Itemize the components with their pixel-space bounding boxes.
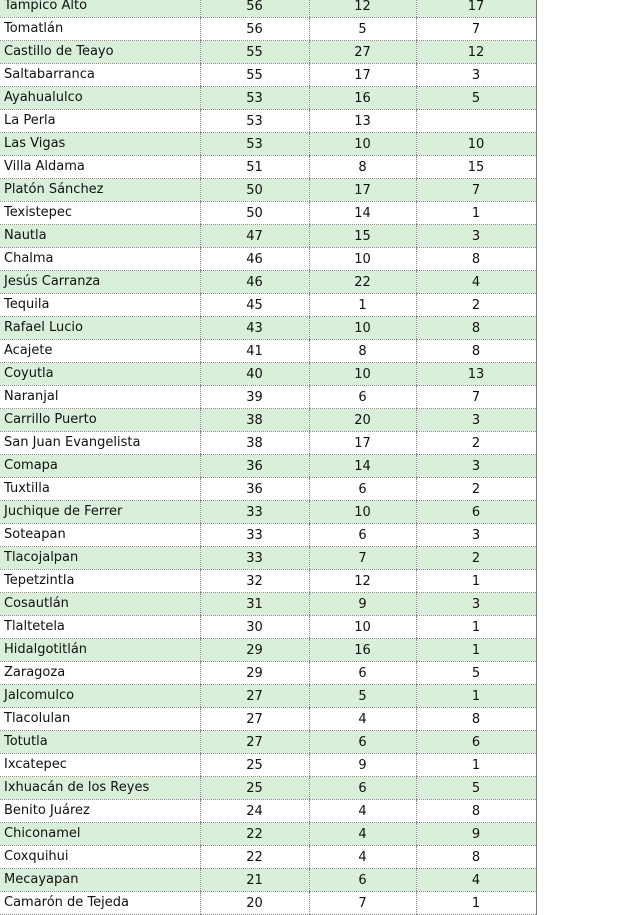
municipality-name-cell: Carrillo Puerto <box>0 409 200 432</box>
value-a-cell: 50 <box>200 202 309 225</box>
value-c-cell: 3 <box>416 225 536 248</box>
table-row <box>0 708 536 731</box>
value-a-cell: 51 <box>200 156 309 179</box>
table-row <box>0 639 536 662</box>
value-c-cell: 2 <box>416 478 536 501</box>
value-b-cell: 9 <box>309 754 416 777</box>
value-a-cell: 27 <box>200 708 309 731</box>
value-b-cell: 4 <box>309 846 416 869</box>
value-a-cell: 21 <box>200 869 309 892</box>
table-row <box>0 662 536 685</box>
value-c-cell: 8 <box>416 846 536 869</box>
table-row <box>0 41 536 64</box>
municipality-name-cell: La Perla <box>0 110 200 133</box>
value-c-cell: 12 <box>416 41 536 64</box>
table-row <box>0 386 536 409</box>
value-b-cell: 14 <box>309 202 416 225</box>
value-a-cell: 40 <box>200 363 309 386</box>
value-b-cell: 15 <box>309 225 416 248</box>
table-row <box>0 179 536 202</box>
value-c-cell: 5 <box>416 662 536 685</box>
value-b-cell: 7 <box>309 547 416 570</box>
value-b-cell: 14 <box>309 455 416 478</box>
value-b-cell: 6 <box>309 869 416 892</box>
value-a-cell: 36 <box>200 478 309 501</box>
value-a-cell: 53 <box>200 87 309 110</box>
value-b-cell: 5 <box>309 685 416 708</box>
value-c-cell: 6 <box>416 731 536 754</box>
value-b-cell: 6 <box>309 478 416 501</box>
value-a-cell: 22 <box>200 823 309 846</box>
value-a-cell: 32 <box>200 570 309 593</box>
municipality-name-cell: Tampico Alto <box>0 0 200 18</box>
municipality-name-cell: Castillo de Teayo <box>0 41 200 64</box>
value-a-cell: 39 <box>200 386 309 409</box>
value-c-cell: 10 <box>416 133 536 156</box>
value-a-cell: 27 <box>200 685 309 708</box>
value-a-cell: 22 <box>200 846 309 869</box>
value-b-cell: 1 <box>309 294 416 317</box>
municipality-name-cell: Coxquihui <box>0 846 200 869</box>
value-a-cell: 46 <box>200 248 309 271</box>
municipality-name-cell: Soteapan <box>0 524 200 547</box>
value-c-cell: 2 <box>416 294 536 317</box>
value-b-cell: 10 <box>309 501 416 524</box>
value-c-cell: 7 <box>416 18 536 41</box>
table-row <box>0 248 536 271</box>
table-row <box>0 478 536 501</box>
municipality-name-cell: Cosautlán <box>0 593 200 616</box>
municipality-name-cell: Ayahualulco <box>0 87 200 110</box>
value-a-cell: 25 <box>200 777 309 800</box>
value-c-cell: 5 <box>416 87 536 110</box>
municipality-name-cell: Tequila <box>0 294 200 317</box>
municipality-name-cell: Tlaltetela <box>0 616 200 639</box>
value-a-cell: 55 <box>200 64 309 87</box>
value-b-cell: 17 <box>309 64 416 87</box>
table-row <box>0 823 536 846</box>
value-a-cell: 56 <box>200 18 309 41</box>
value-b-cell: 6 <box>309 731 416 754</box>
table-row <box>0 0 536 18</box>
value-b-cell: 4 <box>309 708 416 731</box>
value-b-cell: 4 <box>309 800 416 823</box>
municipality-name-cell: Platón Sánchez <box>0 179 200 202</box>
table-row <box>0 685 536 708</box>
table-row <box>0 294 536 317</box>
value-a-cell: 53 <box>200 133 309 156</box>
value-b-cell: 10 <box>309 363 416 386</box>
value-c-cell: 1 <box>416 616 536 639</box>
municipality-name-cell: Coyutla <box>0 363 200 386</box>
value-b-cell: 10 <box>309 248 416 271</box>
value-c-cell: 1 <box>416 202 536 225</box>
value-a-cell: 50 <box>200 179 309 202</box>
value-c-cell: 13 <box>416 363 536 386</box>
table-row <box>0 156 536 179</box>
table-row <box>0 892 536 915</box>
value-c-cell: 1 <box>416 570 536 593</box>
value-b-cell: 6 <box>309 386 416 409</box>
table-row <box>0 754 536 777</box>
value-c-cell: 1 <box>416 685 536 708</box>
value-a-cell: 20 <box>200 892 309 915</box>
municipality-name-cell: Villa Aldama <box>0 156 200 179</box>
value-c-cell: 8 <box>416 708 536 731</box>
table-row <box>0 616 536 639</box>
value-a-cell: 30 <box>200 616 309 639</box>
table-row <box>0 547 536 570</box>
municipality-name-cell: Totutla <box>0 731 200 754</box>
municipality-name-cell: Naranjal <box>0 386 200 409</box>
value-b-cell: 10 <box>309 616 416 639</box>
municipality-name-cell: Hidalgotitlán <box>0 639 200 662</box>
value-c-cell: 8 <box>416 317 536 340</box>
municipality-name-cell: Tlacolulan <box>0 708 200 731</box>
value-b-cell: 17 <box>309 179 416 202</box>
value-a-cell: 24 <box>200 800 309 823</box>
value-c-cell: 8 <box>416 248 536 271</box>
value-a-cell: 53 <box>200 110 309 133</box>
table-row <box>0 524 536 547</box>
value-b-cell: 6 <box>309 777 416 800</box>
table-row <box>0 501 536 524</box>
municipality-name-cell: Rafael Lucio <box>0 317 200 340</box>
municipality-name-cell: Tomatlán <box>0 18 200 41</box>
table-row <box>0 225 536 248</box>
value-b-cell: 27 <box>309 41 416 64</box>
municipality-name-cell: Jalcomulco <box>0 685 200 708</box>
value-c-cell: 17 <box>416 0 536 18</box>
table-row <box>0 363 536 386</box>
table-row <box>0 271 536 294</box>
table-row <box>0 455 536 478</box>
value-b-cell: 8 <box>309 156 416 179</box>
value-c-cell: 6 <box>416 501 536 524</box>
table-row <box>0 133 536 156</box>
value-c-cell: 8 <box>416 340 536 363</box>
value-b-cell: 10 <box>309 317 416 340</box>
value-c-cell: 8 <box>416 800 536 823</box>
value-c-cell <box>416 110 536 133</box>
value-c-cell: 9 <box>416 823 536 846</box>
value-c-cell: 5 <box>416 777 536 800</box>
value-b-cell: 20 <box>309 409 416 432</box>
municipality-name-cell: Mecayapan <box>0 869 200 892</box>
municipality-name-cell: Tepetzintla <box>0 570 200 593</box>
value-b-cell: 6 <box>309 524 416 547</box>
table-row <box>0 869 536 892</box>
value-a-cell: 29 <box>200 639 309 662</box>
municipality-name-cell: Nautla <box>0 225 200 248</box>
value-a-cell: 45 <box>200 294 309 317</box>
value-a-cell: 33 <box>200 547 309 570</box>
value-b-cell: 6 <box>309 662 416 685</box>
value-c-cell: 4 <box>416 869 536 892</box>
value-a-cell: 25 <box>200 754 309 777</box>
value-b-cell: 13 <box>309 110 416 133</box>
table-row <box>0 317 536 340</box>
table-row <box>0 340 536 363</box>
municipality-name-cell: Zaragoza <box>0 662 200 685</box>
table-row <box>0 202 536 225</box>
table-row <box>0 87 536 110</box>
value-c-cell: 1 <box>416 754 536 777</box>
table-row <box>0 731 536 754</box>
value-a-cell: 33 <box>200 501 309 524</box>
value-a-cell: 43 <box>200 317 309 340</box>
value-c-cell: 1 <box>416 639 536 662</box>
municipality-name-cell: San Juan Evangelista <box>0 432 200 455</box>
table-row <box>0 777 536 800</box>
municipality-name-cell: Las Vigas <box>0 133 200 156</box>
value-a-cell: 56 <box>200 0 309 18</box>
value-a-cell: 47 <box>200 225 309 248</box>
table-row <box>0 593 536 616</box>
value-c-cell: 3 <box>416 64 536 87</box>
municipality-name-cell: Ixcatepec <box>0 754 200 777</box>
table-row <box>0 18 536 41</box>
value-a-cell: 41 <box>200 340 309 363</box>
table-row <box>0 432 536 455</box>
value-a-cell: 38 <box>200 409 309 432</box>
municipality-name-cell: Benito Juárez <box>0 800 200 823</box>
municipality-name-cell: Comapa <box>0 455 200 478</box>
value-a-cell: 27 <box>200 731 309 754</box>
value-c-cell: 4 <box>416 271 536 294</box>
table-row <box>0 64 536 87</box>
municipality-name-cell: Jesús Carranza <box>0 271 200 294</box>
value-a-cell: 36 <box>200 455 309 478</box>
value-b-cell: 22 <box>309 271 416 294</box>
municipality-name-cell: Ixhuacán de los Reyes <box>0 777 200 800</box>
municipality-name-cell: Tlacojalpan <box>0 547 200 570</box>
value-c-cell: 3 <box>416 593 536 616</box>
value-c-cell: 2 <box>416 547 536 570</box>
table-row <box>0 110 536 133</box>
value-c-cell: 15 <box>416 156 536 179</box>
municipality-name-cell: Acajete <box>0 340 200 363</box>
municipality-name-cell: Saltabarranca <box>0 64 200 87</box>
table-row <box>0 800 536 823</box>
table-row <box>0 570 536 593</box>
value-c-cell: 3 <box>416 455 536 478</box>
value-a-cell: 31 <box>200 593 309 616</box>
value-a-cell: 46 <box>200 271 309 294</box>
table-row <box>0 409 536 432</box>
municipality-name-cell: Tuxtilla <box>0 478 200 501</box>
value-b-cell: 9 <box>309 593 416 616</box>
municipality-name-cell: Chalma <box>0 248 200 271</box>
value-b-cell: 7 <box>309 892 416 915</box>
table-row <box>0 846 536 869</box>
value-c-cell: 3 <box>416 409 536 432</box>
value-a-cell: 55 <box>200 41 309 64</box>
value-b-cell: 4 <box>309 823 416 846</box>
value-b-cell: 12 <box>309 0 416 18</box>
value-b-cell: 10 <box>309 133 416 156</box>
municipality-name-cell: Juchique de Ferrer <box>0 501 200 524</box>
value-c-cell: 3 <box>416 524 536 547</box>
value-b-cell: 12 <box>309 570 416 593</box>
value-a-cell: 33 <box>200 524 309 547</box>
value-c-cell: 2 <box>416 432 536 455</box>
value-c-cell: 1 <box>416 892 536 915</box>
value-b-cell: 8 <box>309 340 416 363</box>
municipality-name-cell: Texistepec <box>0 202 200 225</box>
value-b-cell: 16 <box>309 87 416 110</box>
value-c-cell: 7 <box>416 386 536 409</box>
value-b-cell: 16 <box>309 639 416 662</box>
value-b-cell: 17 <box>309 432 416 455</box>
value-b-cell: 5 <box>309 18 416 41</box>
value-c-cell: 7 <box>416 179 536 202</box>
value-a-cell: 38 <box>200 432 309 455</box>
value-a-cell: 29 <box>200 662 309 685</box>
municipality-name-cell: Camarón de Tejeda <box>0 892 200 915</box>
municipality-name-cell: Chiconamel <box>0 823 200 846</box>
